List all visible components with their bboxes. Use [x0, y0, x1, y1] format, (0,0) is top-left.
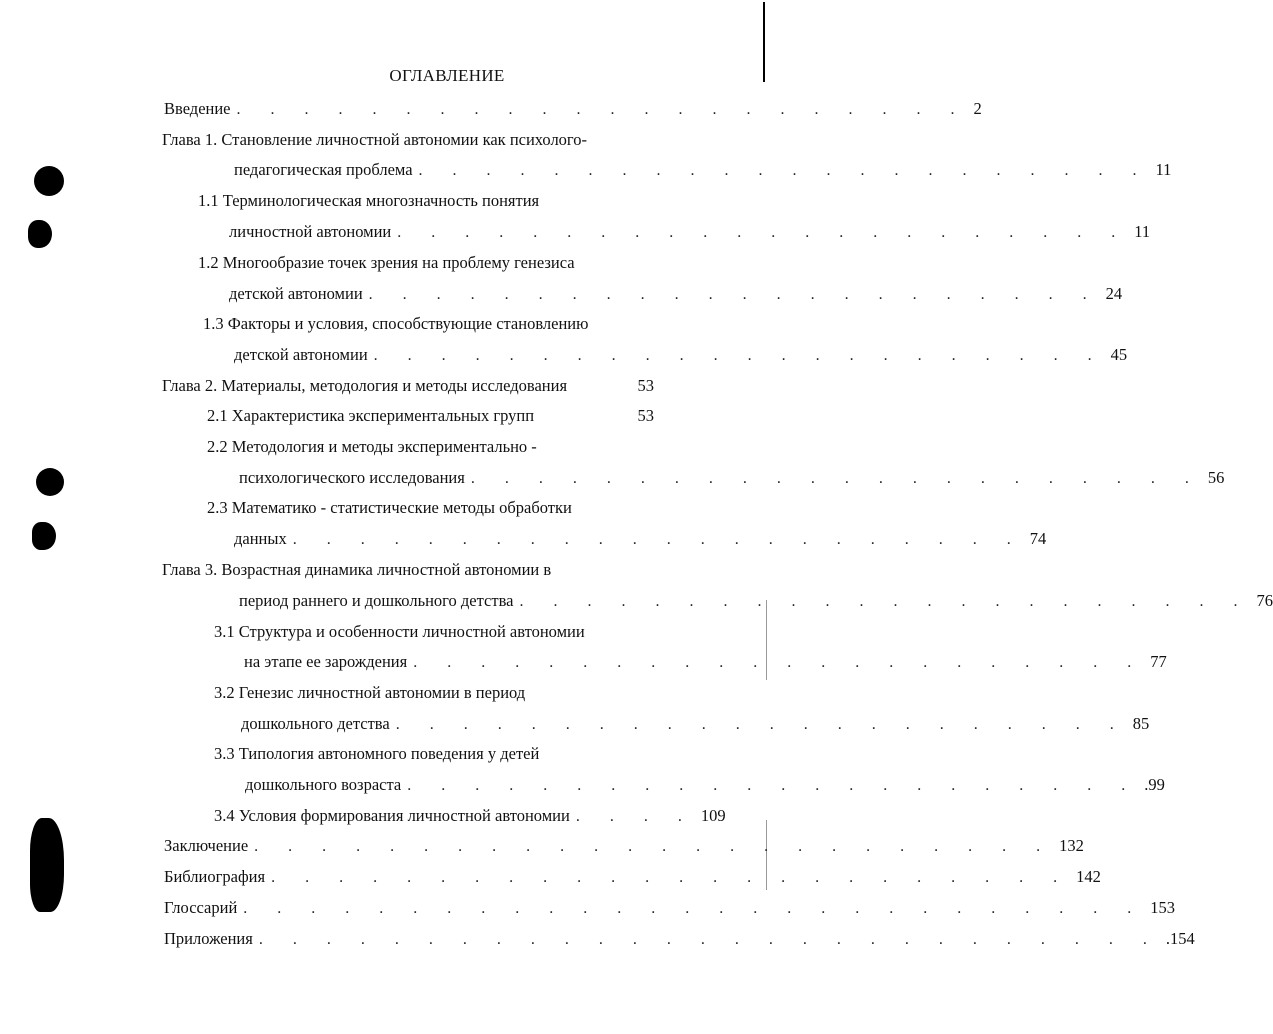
toc-entry-text: личностной автономии: [229, 222, 392, 241]
toc-entry: [229, 222, 1151, 243]
toc-entry: [207, 437, 537, 457]
toc-entry-page: 11: [1155, 160, 1172, 179]
toc-entry: [207, 406, 654, 426]
toc-entry: [239, 591, 1273, 612]
toc-leader: . . . . . . . . . . . . . . . . . . . . . .: [519, 593, 1251, 610]
toc-leader: . . . . . . . . . . . . . . . . . . . . . . . . . . .: [258, 931, 1160, 948]
toc-leader: . . . . . . . . . . . . . . . . . . . . . .: [407, 777, 1139, 794]
toc-entry-page: 74: [1029, 529, 1047, 548]
toc-leader: . . . . . . . . . . . . . . . . . . . . . . . .: [271, 869, 1071, 886]
toc-entry: [164, 836, 1084, 857]
toc-entry-page: 85: [1132, 714, 1150, 733]
toc-entry-page: 109: [700, 806, 726, 825]
toc-entry-text: Глава 3. Возрастная динамика личностной автономии в: [162, 560, 552, 579]
scan-mark: [34, 166, 64, 196]
toc-entry: [164, 99, 982, 120]
toc-entry-text: Глава 1. Становление личностной автономии как психолого-: [162, 130, 588, 149]
toc-entry-page: 132: [1059, 836, 1084, 855]
toc-entry-text: 1.1 Терминологическая многозначность понятия: [198, 191, 540, 210]
toc-entry: [244, 652, 1167, 673]
page-title: ОГЛАВЛЕНИЕ: [389, 66, 505, 85]
toc-entry: [234, 529, 1047, 550]
toc-entry-text: детской автономии: [234, 345, 368, 364]
toc-entry-text: на этапе ее зарождения: [244, 652, 408, 671]
toc-entry-text: детской автономии: [229, 284, 363, 303]
toc-entry-text: 3.4 Условия формирования личностной автономии: [214, 806, 570, 825]
toc-entry: [162, 130, 587, 150]
toc-entry: [162, 376, 654, 396]
toc-entry: [229, 284, 1123, 305]
scan-mark: [28, 220, 52, 248]
toc-entry: [162, 560, 551, 580]
toc-entry: [207, 498, 572, 518]
toc-entry-text: дошкольного возраста: [245, 775, 402, 794]
toc-entry-text: 1.2 Многообразие точек зрения на проблему генезиса: [198, 253, 575, 272]
toc-entry-text: период раннего и дошкольного детства: [239, 591, 514, 610]
toc-entry: [198, 253, 575, 273]
toc-entry-text: Заключение: [164, 836, 249, 855]
toc-leader: . . . . . . . . . . . . . . . . . . . . . .: [368, 286, 1100, 303]
toc-entry: [164, 898, 1176, 919]
toc-leader: . . . . . . . . . . . . . . . . . . . . . .: [470, 470, 1202, 487]
toc-entry-page: 53: [637, 376, 654, 395]
toc-entry: [214, 744, 539, 764]
toc-entry-page: 56: [1207, 468, 1225, 487]
toc-entry-text: Глава 2. Материалы, методология и методы исследования: [162, 376, 568, 395]
toc-entry: [198, 191, 539, 211]
toc-entry: [241, 714, 1150, 735]
toc-leader: . . . . . . . . . . . . . . . . . . . . . . . . . . .: [243, 900, 1145, 917]
toc-entry-text: 2.3 Математико - статистические методы обработки: [207, 498, 572, 517]
toc-entry-text: 1.3 Факторы и условия, способствующие становлению: [203, 314, 589, 333]
toc-leader: . . . . . . . . . . . . . . . . . . . . . .: [397, 224, 1129, 241]
toc-entry-text: 3.3 Типология автономного поведения у детей: [214, 744, 540, 763]
scan-mark: [32, 522, 56, 550]
toc-entry: [214, 683, 525, 703]
toc-entry-page: 77: [1150, 652, 1167, 671]
toc-entry-page: 76: [1256, 591, 1273, 610]
toc-entry-text: 2.2 Методология и методы экспериментально -: [207, 437, 537, 456]
toc-entry: [203, 314, 588, 334]
toc-entry: [245, 775, 1165, 796]
toc-entry-text: 2.1 Характеристика экспериментальных групп: [207, 406, 535, 425]
toc-entry-page: 153: [1150, 898, 1176, 917]
toc-entry-text: психологического исследования: [239, 468, 465, 487]
toc-entry-text: Приложения: [164, 929, 253, 948]
toc-leader: . . . . . . . . . . . . . . . . . . . . . .: [395, 716, 1127, 733]
toc-entry-page: 45: [1110, 345, 1128, 364]
toc-entry-page: 2: [973, 99, 982, 118]
toc-entry-page: .99: [1144, 775, 1165, 794]
toc-leader: . . . . . . . . . . . . . . . . . . . . . .: [292, 531, 1024, 548]
scan-mark: [30, 818, 64, 912]
toc-entry-page: 142: [1076, 867, 1101, 886]
toc-entry-text: Введение: [164, 99, 231, 118]
toc-entry: [234, 345, 1128, 366]
toc-entry-page: 53: [637, 406, 654, 425]
toc-entry: [239, 468, 1225, 489]
toc-entry-text: Библиография: [164, 867, 266, 886]
toc-leader: . . . . . . . . . . . . . . . . . . . . . .: [413, 654, 1145, 671]
toc-leader: . . . . . . . . . . . . . . . . . . . . . .: [236, 101, 968, 118]
toc-entry: [214, 806, 726, 827]
toc-entry-text: дошкольного детства: [241, 714, 390, 733]
toc-leader: . . . . . . . . . . . . . . . . . . . . . . . .: [254, 838, 1054, 855]
toc-entry-page: .154: [1165, 929, 1195, 948]
toc-entry-text: педагогическая проблема: [234, 160, 413, 179]
toc-entry-text: 3.1 Структура и особенности личностной автономии: [214, 622, 585, 641]
toc-entry-text: 3.2 Генезис личностной автономии в период: [214, 683, 526, 702]
toc-entry-page: 24: [1105, 284, 1123, 303]
toc-entry-text: данных: [234, 529, 287, 548]
toc-entry: [164, 929, 1195, 950]
toc-leader: . . . . . . . . . . . . . . . . . . . . . .: [373, 347, 1105, 364]
toc-entry-text: Глоссарий: [164, 898, 238, 917]
toc-leader: . . . . . . . . . . . . . . . . . . . . . .: [418, 162, 1150, 179]
scan-mark: [36, 468, 64, 496]
toc-leader: . . . .: [575, 808, 695, 825]
toc-entry: [214, 622, 585, 642]
toc-entry-page: 11: [1134, 222, 1151, 241]
toc-entry: [234, 160, 1172, 181]
toc-entry: [164, 867, 1101, 888]
